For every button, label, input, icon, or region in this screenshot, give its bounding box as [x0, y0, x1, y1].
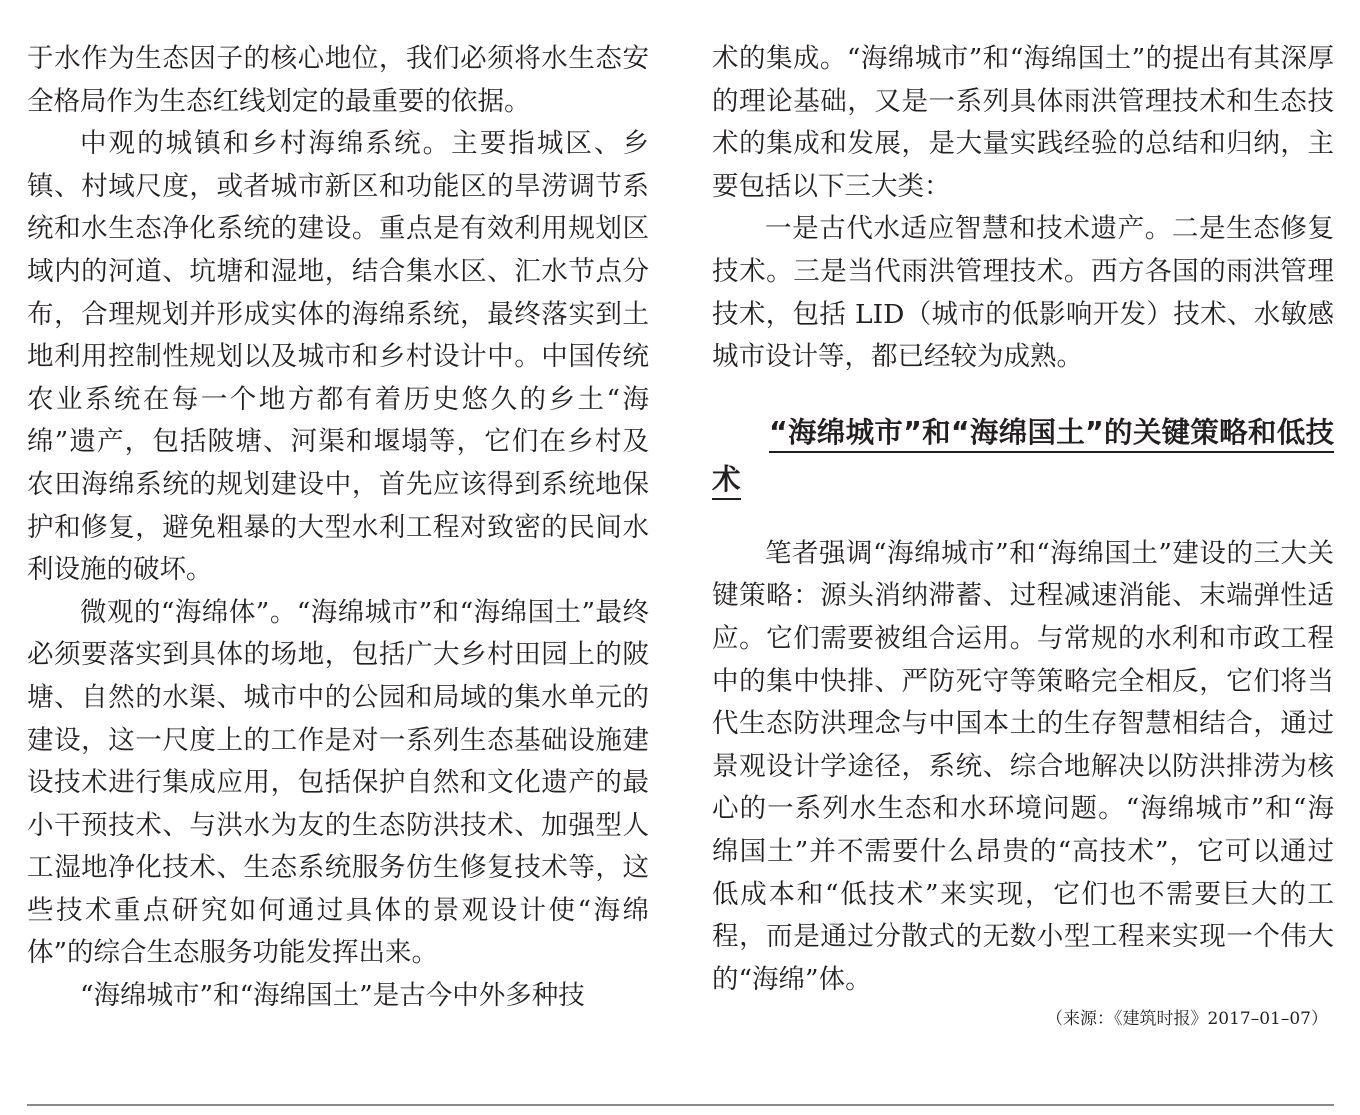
section-heading-text: “海绵城市”和“海绵国土”的关键策略和低技术 — [712, 416, 1334, 500]
body-paragraph: 一是古代水适应智慧和技术遗产。二是生态修复技术。三是当代雨洪管理技术。西方各国的雨洪管理技术，包括 LID（城市的低影响开发）技术、水敏感城市设计等，都已经较为成熟。 — [712, 213, 1334, 373]
left-column — [27, 38, 649, 1018]
body-paragraph: 术的集成。“海绵城市”和“海绵国土”的提出有其深厚的理论基础，又是一系列具体雨洪管理技术和生态技术的集成和发展，是大量实践经验的总结和归纳，主要包括以下三大类： — [712, 43, 1334, 202]
bottom-divider — [27, 1104, 1334, 1106]
body-paragraph: 笔者强调“海绵城市”和“海绵国土”建设的三大关键策略：源头消纳滞蓄、过程减速消能、末端弹性适应。它们需要被组合运用。与常规的水利和市政工程中的集中快排、严防死守等策略完全相反，它们将当代生态防洪理念与中国本土的生存智慧相结合，通过景观设计学途径，系统、综合地解决以防洪排涝为核心的一系列水生态和水环境问题。“海绵城市”和“海绵国土”并不需要什么昂贵的“高技术”，它可以通过低成本和“低技术”来实现，它们也不需要巨大的工程，而是通过分散式的无数小型工程来实现一个伟大的“海绵”体。 — [712, 537, 1334, 995]
right-column — [712, 38, 1334, 1033]
source-citation: （来源：《建筑时报》2017–01–07） — [1045, 1009, 1328, 1030]
body-paragraph: 中观的城镇和乡村海绵系统。主要指城区、乡镇、村域尺度，或者城市新区和功能区的旱涝调节系统和水生态净化系统的建设。重点是有效利用规划区域内的河道、坑塘和湿地，结合集水区、汇水节点分布，合理规划并形成实体的海绵系统，最终落实到土地利用控制性规划以及城市和乡村设计中。中国传统农业系统在每一个地方都有着历史悠久的乡土“海绵”遗产，包括陂塘、河渠和堰塌等，它们在乡村及农田海绵系统的规划建设中，首先应该得到系统地保护和修复，避免粗暴的大型水利工程对致密的民间水利设施的破坏。 — [27, 128, 649, 586]
body-paragraph: 微观的“海绵体”。“海绵城市”和“海绵国土”最终必须要落实到具体的场地，包括广大乡村田园上的陂塘、自然的水渠、城市中的公园和局域的集水单元的建设，这一尺度上的工作是对一系列生态基础设施建设技术进行集成应用，包括保护自然和文化遗产的最小干预技术、与洪水为友的生态防洪技术、加强型人工湿地净化技术、生态系统服务仿生修复技术等，这些技术重点研究如何通过具体的景观设计使“海绵体”的综合生态服务功能发挥出来。 — [27, 596, 649, 969]
body-paragraph: “海绵城市”和“海绵国土”是古今中外多种技 — [80, 980, 585, 1012]
section-heading — [712, 409, 1334, 503]
body-paragraph: 于水作为生态因子的核心地位，我们必须将水生态安全格局作为生态红线划定的最重要的依据。 — [27, 43, 649, 117]
